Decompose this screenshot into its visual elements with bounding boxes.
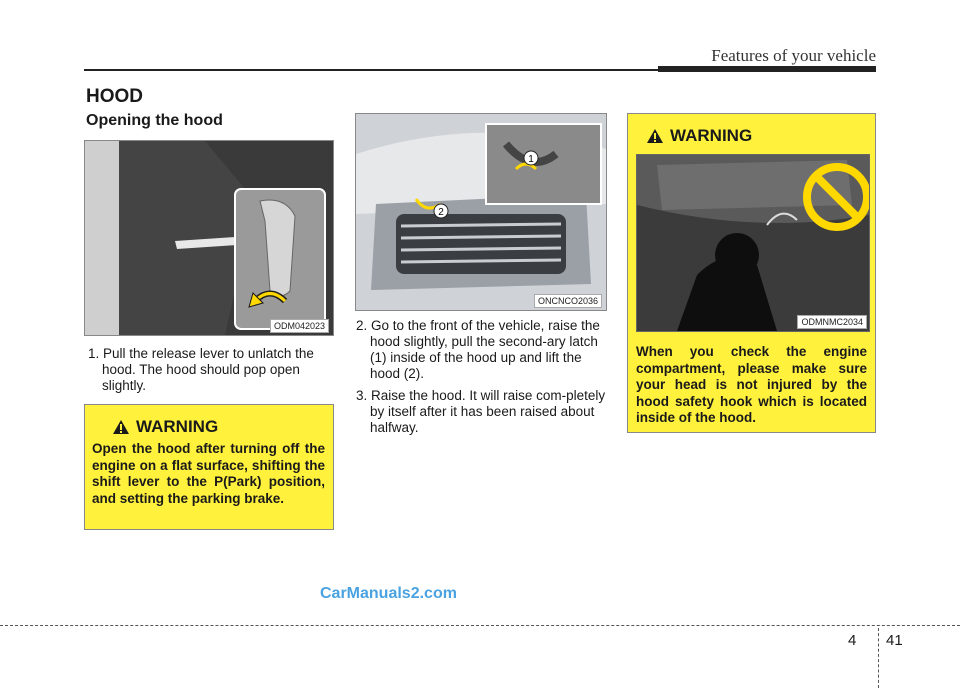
- hood-release-illustration: [85, 141, 333, 335]
- figure-vehicle-front: [355, 113, 607, 311]
- figure-hood-release-lever: [84, 140, 334, 336]
- step-3: 3. Raise the hood. It will raise com-pletely by itself after it has been raised about halfway.: [356, 388, 606, 435]
- warning-title: WARNING: [136, 417, 219, 436]
- warning-triangle-icon: [112, 419, 130, 435]
- steps-left: [88, 346, 334, 400]
- section-title: HOOD: [86, 86, 143, 107]
- page-number: 41: [886, 632, 903, 649]
- figure-code: ONCNCO2036: [534, 294, 602, 308]
- callout-1: 1: [528, 154, 534, 165]
- step-2: 2. Go to the front of the vehicle, raise the hood slightly, pull the second-ary latch (1) inside of the hood up and lift the hood (2).: [356, 318, 600, 381]
- callout-2: 2: [438, 207, 444, 218]
- header-rule-accent: [658, 66, 876, 72]
- step-1: 1. Pull the release lever to unlatch the hood. The hood should pop open slightly.: [88, 346, 314, 393]
- subsection-title: Opening the hood: [86, 112, 223, 129]
- footer-rule: [0, 625, 960, 626]
- warning-box-hood-hook: [627, 113, 876, 433]
- warning-heading: [646, 126, 867, 146]
- hood-hook-illustration: [637, 155, 869, 331]
- watermark-link[interactable]: CarManuals2.com: [320, 585, 457, 602]
- warning-text: When you check the engine compartment, please make sure your head is not injured by the hood safety hook which is located inside of the hood.: [636, 344, 867, 425]
- warning-box-park: [84, 404, 334, 530]
- vehicle-front-illustration: [356, 114, 606, 310]
- header-title: Features of your vehicle: [711, 46, 876, 65]
- figure-code: ODMNMC2034: [797, 315, 867, 329]
- warning-title: WARNING: [670, 126, 753, 145]
- warning-text: Open the hood after turning off the engine on a flat surface, shifting the shift lever to the P(Park) position, and setting the parking brake.: [92, 441, 325, 506]
- page-chapter: 4: [848, 632, 857, 649]
- figure-hood-hook: [636, 154, 870, 332]
- warning-triangle-icon: [646, 128, 664, 144]
- steps-middle: [356, 318, 606, 442]
- figure-code: ODM042023: [270, 319, 329, 333]
- page-separator: [878, 628, 879, 688]
- warning-heading: [112, 417, 325, 437]
